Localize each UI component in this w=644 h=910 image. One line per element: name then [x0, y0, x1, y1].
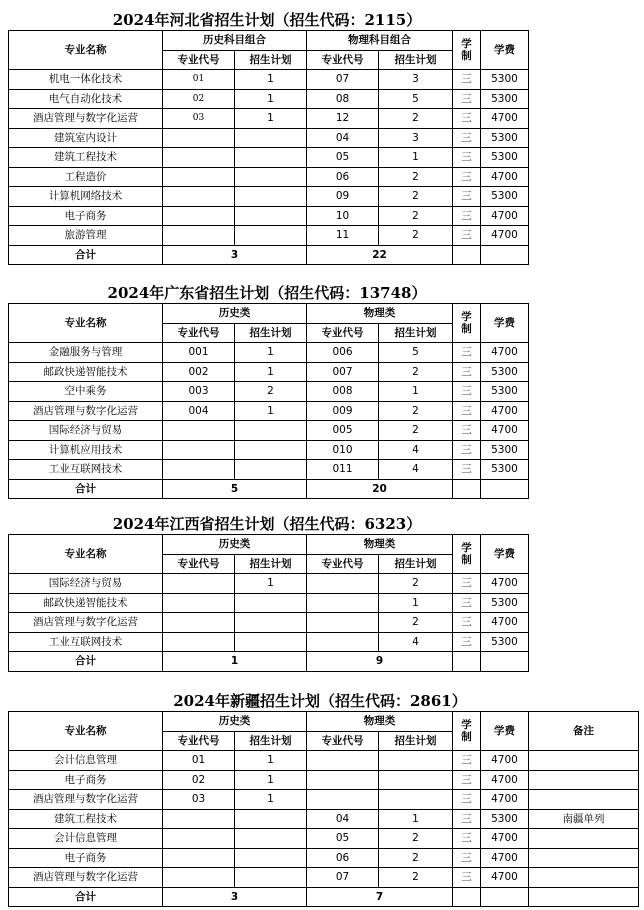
- total-years-empty: [453, 652, 481, 672]
- cell-physics-code: 11: [307, 226, 379, 246]
- cell-major-name: 酒店管理与数字化运营: [9, 109, 163, 129]
- cell-years: 三: [453, 421, 481, 441]
- cell-physics-code: 05: [307, 829, 379, 849]
- header-major: 专业名称: [9, 304, 163, 343]
- cell-major-name: 酒店管理与数字化运营: [9, 868, 163, 888]
- cell-physics-plan: 1: [379, 148, 453, 168]
- total-label: 合计: [9, 887, 163, 907]
- cell-history-code: [163, 440, 235, 460]
- cell-years: 三: [453, 382, 481, 402]
- cell-physics-plan: 4: [379, 632, 453, 652]
- header-physics-group: 物理类: [307, 712, 453, 732]
- cell-history-plan: [235, 421, 307, 441]
- total-label: 合计: [9, 652, 163, 672]
- header-physics-code: 专业代号: [307, 323, 379, 343]
- cell-fee: 4700: [481, 829, 529, 849]
- cell-physics-plan: 5: [379, 89, 453, 109]
- cell-fee: 4700: [481, 421, 529, 441]
- total-note-empty: [529, 887, 639, 907]
- header-history-group: 历史类: [163, 535, 307, 555]
- header-physics-code: 专业代号: [307, 731, 379, 751]
- table-row: [9, 632, 529, 652]
- total-fee-empty: [481, 479, 529, 499]
- cell-history-code: 02: [163, 770, 235, 790]
- header-fee: 学费: [481, 712, 529, 751]
- cell-major-name: 电气自动化技术: [9, 89, 163, 109]
- cell-physics-code: 08: [307, 89, 379, 109]
- cell-years: 三: [453, 401, 481, 421]
- header-physics-plan: 招生计划: [379, 731, 453, 751]
- header-major: 专业名称: [9, 535, 163, 574]
- cell-years: 三: [453, 343, 481, 363]
- cell-major-name: 电子商务: [9, 848, 163, 868]
- cell-major-name: 旅游管理: [9, 226, 163, 246]
- cell-physics-plan: 1: [379, 382, 453, 402]
- cell-history-code: 01: [163, 751, 235, 771]
- section-title-xinjiang: 2024年新疆招生计划（招生代码：2861）: [173, 692, 467, 710]
- table-row: [9, 401, 529, 421]
- cell-history-code: [163, 632, 235, 652]
- cell-history-plan: [235, 167, 307, 187]
- header-physics-group: 物理类: [307, 304, 453, 324]
- cell-major-name: 计算机应用技术: [9, 440, 163, 460]
- cell-history-plan: 1: [235, 401, 307, 421]
- cell-physics-plan: [379, 751, 453, 771]
- cell-years: 三: [453, 574, 481, 594]
- cell-history-code: [163, 613, 235, 633]
- cell-major-name: 建筑室内设计: [9, 128, 163, 148]
- cell-note: [529, 848, 639, 868]
- total-years-empty: [453, 887, 481, 907]
- cell-fee: 5300: [481, 70, 529, 90]
- header-years: 学 制: [453, 712, 481, 751]
- cell-history-code: [163, 829, 235, 849]
- total-row: [9, 887, 639, 907]
- total-history: 1: [163, 652, 307, 672]
- cell-major-name: 国际经济与贸易: [9, 421, 163, 441]
- cell-history-code: [163, 574, 235, 594]
- cell-fee: 5300: [481, 148, 529, 168]
- cell-years: 三: [453, 206, 481, 226]
- table-row: [9, 593, 529, 613]
- cell-physics-code: 07: [307, 868, 379, 888]
- cell-physics-plan: 2: [379, 868, 453, 888]
- plan-table-guangdong: [8, 303, 529, 499]
- header-history-code: 专业代号: [163, 323, 235, 343]
- cell-fee: 5300: [481, 632, 529, 652]
- cell-major-name: 邮政快递智能技术: [9, 362, 163, 382]
- cell-years: 三: [453, 128, 481, 148]
- cell-physics-plan: 3: [379, 70, 453, 90]
- cell-physics-code: 009: [307, 401, 379, 421]
- cell-physics-plan: 2: [379, 362, 453, 382]
- cell-history-plan: [235, 226, 307, 246]
- cell-physics-code: [307, 632, 379, 652]
- cell-major-name: 建筑工程技术: [9, 148, 163, 168]
- cell-physics-plan: [379, 790, 453, 810]
- header-history-group: 历史类: [163, 304, 307, 324]
- cell-history-code: 002: [163, 362, 235, 382]
- cell-history-code: [163, 848, 235, 868]
- table-row: [9, 848, 639, 868]
- cell-major-name: 机电一体化技术: [9, 70, 163, 90]
- total-label: 合计: [9, 479, 163, 499]
- cell-years: 三: [453, 632, 481, 652]
- cell-note: [529, 751, 639, 771]
- cell-major-name: 金融服务与管理: [9, 343, 163, 363]
- cell-years: 三: [453, 226, 481, 246]
- cell-fee: 4700: [481, 790, 529, 810]
- total-fee-empty: [481, 245, 529, 265]
- table-row: [9, 790, 639, 810]
- cell-history-code: [163, 593, 235, 613]
- section-title-hebei: 2024年河北省招生计划（招生代码：2115）: [112, 11, 422, 29]
- cell-physics-code: [307, 613, 379, 633]
- header-physics-plan: 招生计划: [379, 50, 453, 70]
- cell-physics-plan: 2: [379, 613, 453, 633]
- cell-physics-code: 06: [307, 167, 379, 187]
- cell-note: 南疆单列: [529, 809, 639, 829]
- cell-physics-code: [307, 574, 379, 594]
- cell-physics-code: 12: [307, 109, 379, 129]
- cell-history-plan: 1: [235, 751, 307, 771]
- cell-physics-plan: 2: [379, 421, 453, 441]
- table-row: [9, 809, 639, 829]
- cell-physics-code: [307, 593, 379, 613]
- cell-physics-code: 005: [307, 421, 379, 441]
- cell-fee: 4700: [481, 613, 529, 633]
- cell-physics-plan: 1: [379, 809, 453, 829]
- cell-history-code: [163, 187, 235, 207]
- cell-history-code: [163, 809, 235, 829]
- cell-major-name: 工业互联网技术: [9, 632, 163, 652]
- cell-history-plan: [235, 593, 307, 613]
- cell-history-code: [163, 226, 235, 246]
- cell-years: 三: [453, 362, 481, 382]
- header-physics-plan: 招生计划: [379, 554, 453, 574]
- cell-fee: 4700: [481, 401, 529, 421]
- cell-major-name: 酒店管理与数字化运营: [9, 401, 163, 421]
- header-years: 学 制: [453, 31, 481, 70]
- cell-years: 三: [453, 790, 481, 810]
- cell-physics-code: 10: [307, 206, 379, 226]
- cell-fee: 5300: [481, 382, 529, 402]
- table-row: [9, 751, 639, 771]
- table-row: [9, 829, 639, 849]
- header-fee: 学费: [481, 304, 529, 343]
- cell-fee: 4700: [481, 574, 529, 594]
- cell-history-code: [163, 421, 235, 441]
- cell-physics-code: 010: [307, 440, 379, 460]
- cell-physics-plan: 2: [379, 206, 453, 226]
- cell-history-plan: [235, 148, 307, 168]
- header-fee: 学费: [481, 31, 529, 70]
- total-history: 5: [163, 479, 307, 499]
- cell-physics-plan: [379, 770, 453, 790]
- cell-fee: 4700: [481, 848, 529, 868]
- cell-fee: 5300: [481, 362, 529, 382]
- header-row: [9, 304, 529, 324]
- cell-history-code: 01: [163, 70, 235, 90]
- cell-major-name: 计算机网络技术: [9, 187, 163, 207]
- cell-history-plan: 1: [235, 109, 307, 129]
- table-row: [9, 362, 529, 382]
- table-row: [9, 574, 529, 594]
- cell-history-code: 03: [163, 790, 235, 810]
- cell-fee: 4700: [481, 206, 529, 226]
- header-history-code: 专业代号: [163, 731, 235, 751]
- header-row: [9, 535, 529, 555]
- total-physics: 20: [307, 479, 453, 499]
- cell-years: 三: [453, 187, 481, 207]
- total-row: [9, 479, 529, 499]
- cell-physics-plan: 4: [379, 460, 453, 480]
- total-years-empty: [453, 479, 481, 499]
- cell-physics-plan: 5: [379, 343, 453, 363]
- cell-major-name: 建筑工程技术: [9, 809, 163, 829]
- table-row: [9, 89, 529, 109]
- cell-fee: 5300: [481, 89, 529, 109]
- cell-history-plan: 1: [235, 362, 307, 382]
- cell-history-plan: [235, 868, 307, 888]
- table-row: [9, 70, 529, 90]
- header-physics-group: 物理类: [307, 535, 453, 555]
- cell-major-name: 电子商务: [9, 206, 163, 226]
- cell-history-plan: 1: [235, 343, 307, 363]
- cell-major-name: 国际经济与贸易: [9, 574, 163, 594]
- table-row: [9, 421, 529, 441]
- cell-note: [529, 829, 639, 849]
- cell-physics-plan: 3: [379, 128, 453, 148]
- section-title-jiangxi: 2024年江西省招生计划（招生代码：6323）: [112, 515, 422, 533]
- cell-fee: 5300: [481, 460, 529, 480]
- cell-years: 三: [453, 70, 481, 90]
- table-row: [9, 343, 529, 363]
- header-history-plan: 招生计划: [235, 554, 307, 574]
- header-physics-code: 专业代号: [307, 554, 379, 574]
- header-major: 专业名称: [9, 31, 163, 70]
- cell-physics-plan: 2: [379, 109, 453, 129]
- cell-physics-code: 05: [307, 148, 379, 168]
- plan-table-jiangxi: [8, 534, 529, 672]
- cell-fee: 5300: [481, 440, 529, 460]
- cell-years: 三: [453, 89, 481, 109]
- cell-years: 三: [453, 167, 481, 187]
- table-row: [9, 382, 529, 402]
- total-physics: 9: [307, 652, 453, 672]
- section-title-guangdong: 2024年广东省招生计划（招生代码：13748）: [107, 284, 427, 302]
- cell-physics-plan: 4: [379, 440, 453, 460]
- cell-years: 三: [453, 460, 481, 480]
- cell-fee: 4700: [481, 868, 529, 888]
- table-row: [9, 770, 639, 790]
- cell-fee: 4700: [481, 751, 529, 771]
- cell-years: 三: [453, 829, 481, 849]
- cell-major-name: 会计信息管理: [9, 751, 163, 771]
- cell-physics-code: [307, 751, 379, 771]
- total-label: 合计: [9, 245, 163, 265]
- header-years: 学 制: [453, 304, 481, 343]
- cell-history-code: [163, 128, 235, 148]
- header-fee: 学费: [481, 535, 529, 574]
- cell-physics-code: 006: [307, 343, 379, 363]
- cell-physics-code: 007: [307, 362, 379, 382]
- cell-history-code: 003: [163, 382, 235, 402]
- total-fee-empty: [481, 652, 529, 672]
- cell-major-name: 空中乘务: [9, 382, 163, 402]
- total-fee-empty: [481, 887, 529, 907]
- table-row: [9, 868, 639, 888]
- table-row: [9, 128, 529, 148]
- cell-physics-plan: 2: [379, 187, 453, 207]
- cell-history-plan: [235, 632, 307, 652]
- header-years: 学 制: [453, 535, 481, 574]
- cell-history-plan: [235, 187, 307, 207]
- table-row: [9, 109, 529, 129]
- cell-physics-code: 04: [307, 128, 379, 148]
- header-row: [9, 31, 529, 51]
- header-history-group: 历史科目组合: [163, 31, 307, 51]
- cell-history-plan: 1: [235, 790, 307, 810]
- header-physics-group: 物理科目组合: [307, 31, 453, 51]
- cell-physics-plan: 1: [379, 593, 453, 613]
- cell-fee: 4700: [481, 770, 529, 790]
- header-history-group: 历史类: [163, 712, 307, 732]
- table-row: [9, 226, 529, 246]
- cell-fee: 4700: [481, 226, 529, 246]
- cell-history-plan: [235, 613, 307, 633]
- total-physics: 22: [307, 245, 453, 265]
- cell-physics-code: 06: [307, 848, 379, 868]
- cell-history-plan: 1: [235, 70, 307, 90]
- header-major: 专业名称: [9, 712, 163, 751]
- cell-physics-code: [307, 770, 379, 790]
- cell-physics-plan: 2: [379, 226, 453, 246]
- cell-years: 三: [453, 868, 481, 888]
- cell-years: 三: [453, 109, 481, 129]
- total-history: 3: [163, 887, 307, 907]
- table-row: [9, 187, 529, 207]
- cell-fee: 5300: [481, 809, 529, 829]
- cell-history-plan: [235, 460, 307, 480]
- total-row: [9, 245, 529, 265]
- cell-history-code: 004: [163, 401, 235, 421]
- header-row: [9, 712, 639, 732]
- cell-note: [529, 790, 639, 810]
- cell-physics-code: 09: [307, 187, 379, 207]
- total-physics: 7: [307, 887, 453, 907]
- cell-years: 三: [453, 848, 481, 868]
- cell-major-name: 酒店管理与数字化运营: [9, 790, 163, 810]
- table-row: [9, 613, 529, 633]
- cell-years: 三: [453, 770, 481, 790]
- cell-history-plan: [235, 128, 307, 148]
- cell-major-name: 酒店管理与数字化运营: [9, 613, 163, 633]
- cell-history-plan: 1: [235, 89, 307, 109]
- cell-physics-code: 008: [307, 382, 379, 402]
- cell-history-plan: 1: [235, 770, 307, 790]
- cell-history-plan: [235, 440, 307, 460]
- table-row: [9, 148, 529, 168]
- cell-fee: 4700: [481, 109, 529, 129]
- cell-history-code: 03: [163, 109, 235, 129]
- cell-fee: 5300: [481, 593, 529, 613]
- cell-history-code: 02: [163, 89, 235, 109]
- table-row: [9, 460, 529, 480]
- header-physics-code: 专业代号: [307, 50, 379, 70]
- cell-major-name: 工程造价: [9, 167, 163, 187]
- cell-history-plan: [235, 829, 307, 849]
- cell-physics-code: 011: [307, 460, 379, 480]
- cell-history-code: [163, 167, 235, 187]
- cell-years: 三: [453, 613, 481, 633]
- cell-history-code: [163, 148, 235, 168]
- cell-physics-plan: 2: [379, 401, 453, 421]
- header-note: 备注: [529, 712, 639, 751]
- cell-physics-code: 04: [307, 809, 379, 829]
- table-row: [9, 167, 529, 187]
- table-row: [9, 440, 529, 460]
- header-history-plan: 招生计划: [235, 323, 307, 343]
- cell-note: [529, 868, 639, 888]
- cell-history-plan: [235, 809, 307, 829]
- cell-years: 三: [453, 593, 481, 613]
- cell-fee: 5300: [481, 128, 529, 148]
- cell-years: 三: [453, 751, 481, 771]
- cell-note: [529, 770, 639, 790]
- cell-history-plan: 1: [235, 574, 307, 594]
- cell-history-plan: 2: [235, 382, 307, 402]
- header-history-plan: 招生计划: [235, 50, 307, 70]
- cell-history-code: [163, 868, 235, 888]
- cell-physics-plan: 2: [379, 829, 453, 849]
- cell-history-code: 001: [163, 343, 235, 363]
- plan-table-xinjiang: [8, 711, 639, 907]
- cell-physics-code: 07: [307, 70, 379, 90]
- cell-years: 三: [453, 809, 481, 829]
- cell-history-plan: [235, 848, 307, 868]
- plan-table-hebei: [8, 30, 529, 265]
- cell-major-name: 电子商务: [9, 770, 163, 790]
- cell-history-plan: [235, 206, 307, 226]
- table-row: [9, 206, 529, 226]
- cell-years: 三: [453, 148, 481, 168]
- total-years-empty: [453, 245, 481, 265]
- header-history-code: 专业代号: [163, 50, 235, 70]
- header-history-plan: 招生计划: [235, 731, 307, 751]
- cell-physics-plan: 2: [379, 167, 453, 187]
- cell-physics-plan: 2: [379, 574, 453, 594]
- cell-history-code: [163, 460, 235, 480]
- cell-physics-plan: 2: [379, 848, 453, 868]
- total-history: 3: [163, 245, 307, 265]
- cell-fee: 5300: [481, 187, 529, 207]
- cell-major-name: 工业互联网技术: [9, 460, 163, 480]
- cell-years: 三: [453, 440, 481, 460]
- header-physics-plan: 招生计划: [379, 323, 453, 343]
- header-history-code: 专业代号: [163, 554, 235, 574]
- cell-fee: 4700: [481, 167, 529, 187]
- cell-physics-code: [307, 790, 379, 810]
- total-row: [9, 652, 529, 672]
- cell-fee: 4700: [481, 343, 529, 363]
- cell-major-name: 邮政快递智能技术: [9, 593, 163, 613]
- cell-history-code: [163, 206, 235, 226]
- cell-major-name: 会计信息管理: [9, 829, 163, 849]
